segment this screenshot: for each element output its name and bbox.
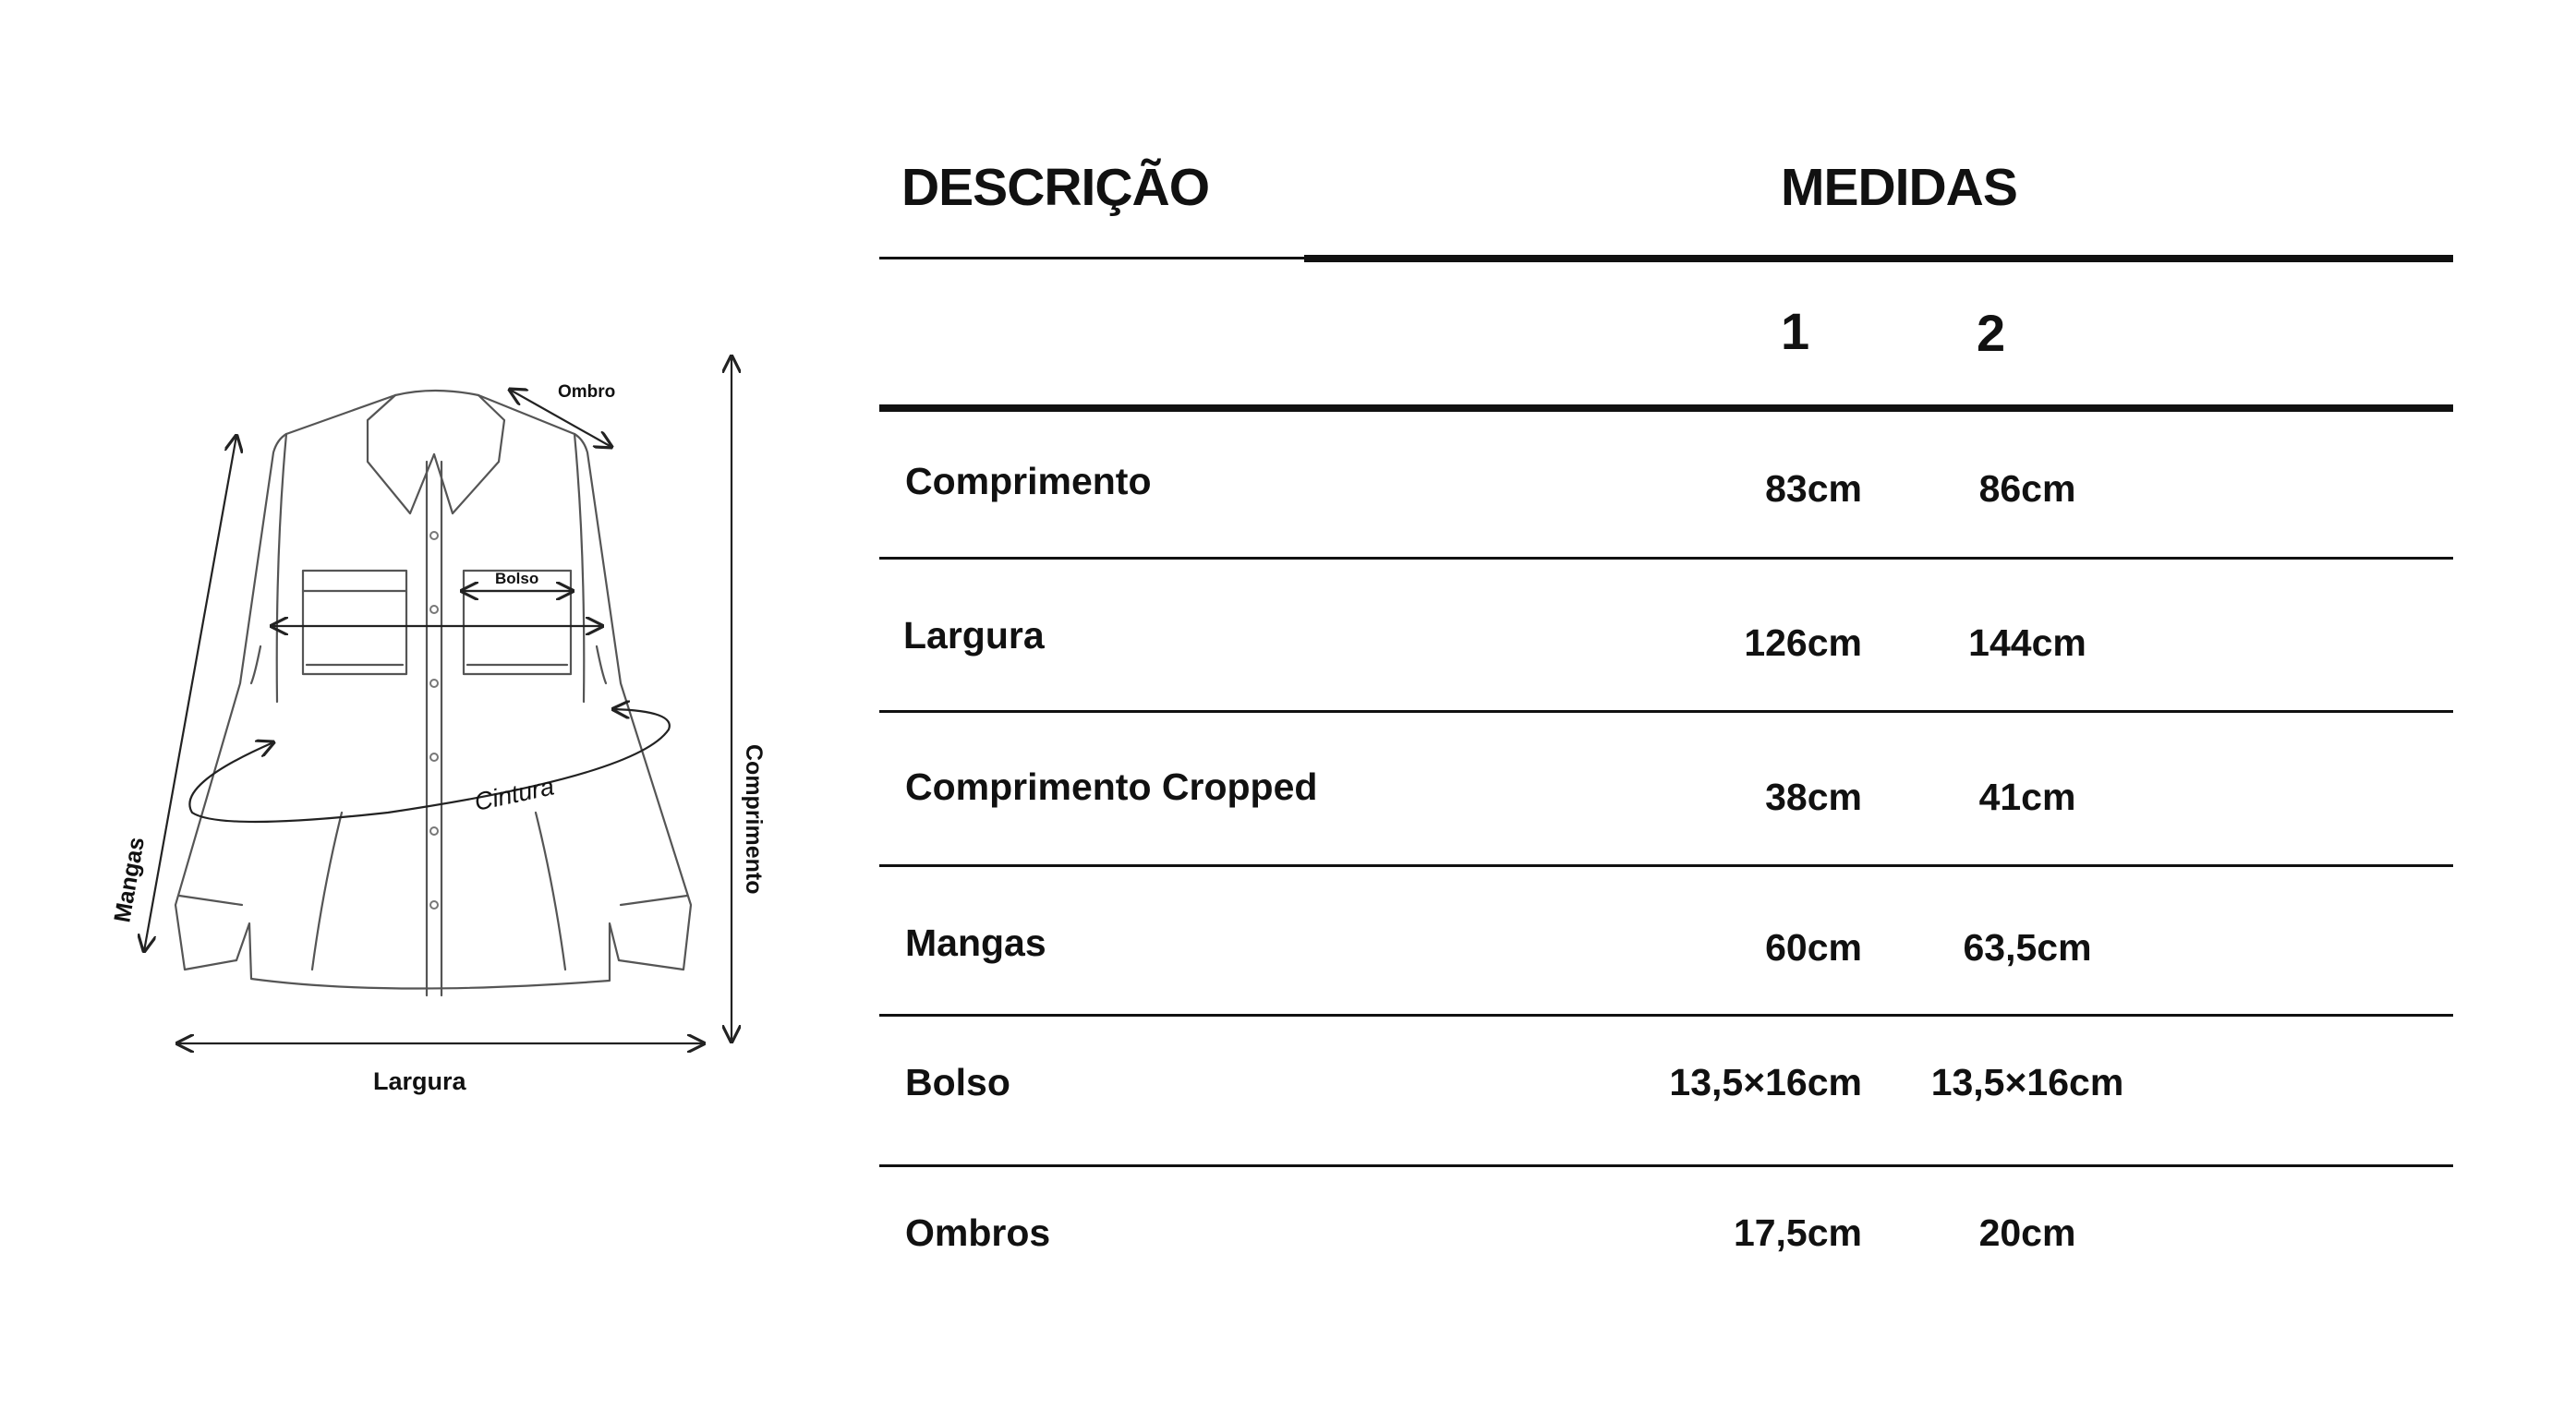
row-label: Comprimento	[905, 460, 1152, 502]
header-rule-thin	[879, 257, 1304, 259]
row-label: Mangas	[905, 922, 1046, 964]
row-divider	[879, 710, 2453, 713]
size-1-value: 60cm	[1765, 926, 1862, 969]
bolso-label: Bolso	[495, 570, 539, 587]
shirt-illustration	[0, 0, 831, 1410]
size-2-value: 20cm	[1978, 1211, 2076, 1254]
size-2-value: 144cm	[1968, 621, 2086, 664]
size-2-header: 2	[1977, 304, 2006, 362]
size-2-value: 41cm	[1978, 776, 2076, 818]
header-rule-thick	[1304, 255, 2453, 262]
size-1-value: 17,5cm	[1733, 1211, 1862, 1254]
shirt-measurement-diagram	[0, 0, 831, 1410]
size-2-value: 86cm	[1978, 467, 2076, 510]
size-row-rule	[879, 404, 2453, 412]
size-1-value: 126cm	[1744, 621, 1862, 664]
row-label: Largura	[903, 614, 1045, 657]
row-divider	[879, 1164, 2453, 1167]
header-description: DESCRIÇÃO	[901, 158, 1210, 217]
mangas-label: Mangas	[109, 835, 151, 925]
row-label: Bolso	[905, 1061, 1010, 1103]
size-2-value: 63,5cm	[1963, 926, 2092, 969]
size-1-value: 13,5×16cm	[1669, 1061, 1862, 1103]
size-1-value: 38cm	[1765, 776, 1862, 818]
size-2-value: 13,5×16cm	[1930, 1061, 2124, 1103]
row-label: Comprimento Cropped	[905, 765, 1318, 808]
size-1-header: 1	[1781, 302, 1810, 360]
row-label: Ombros	[905, 1211, 1051, 1254]
largura-label: Largura	[373, 1067, 466, 1095]
row-divider	[879, 1014, 2453, 1017]
cintura-label: Cintura	[472, 772, 557, 816]
header-measures: MEDIDAS	[1781, 158, 2017, 217]
size-1-value: 83cm	[1765, 467, 1862, 510]
comprimento-label: Comprimento	[741, 744, 767, 895]
ombro-label: Ombro	[558, 382, 616, 402]
row-divider	[879, 557, 2453, 560]
row-divider	[879, 864, 2453, 867]
